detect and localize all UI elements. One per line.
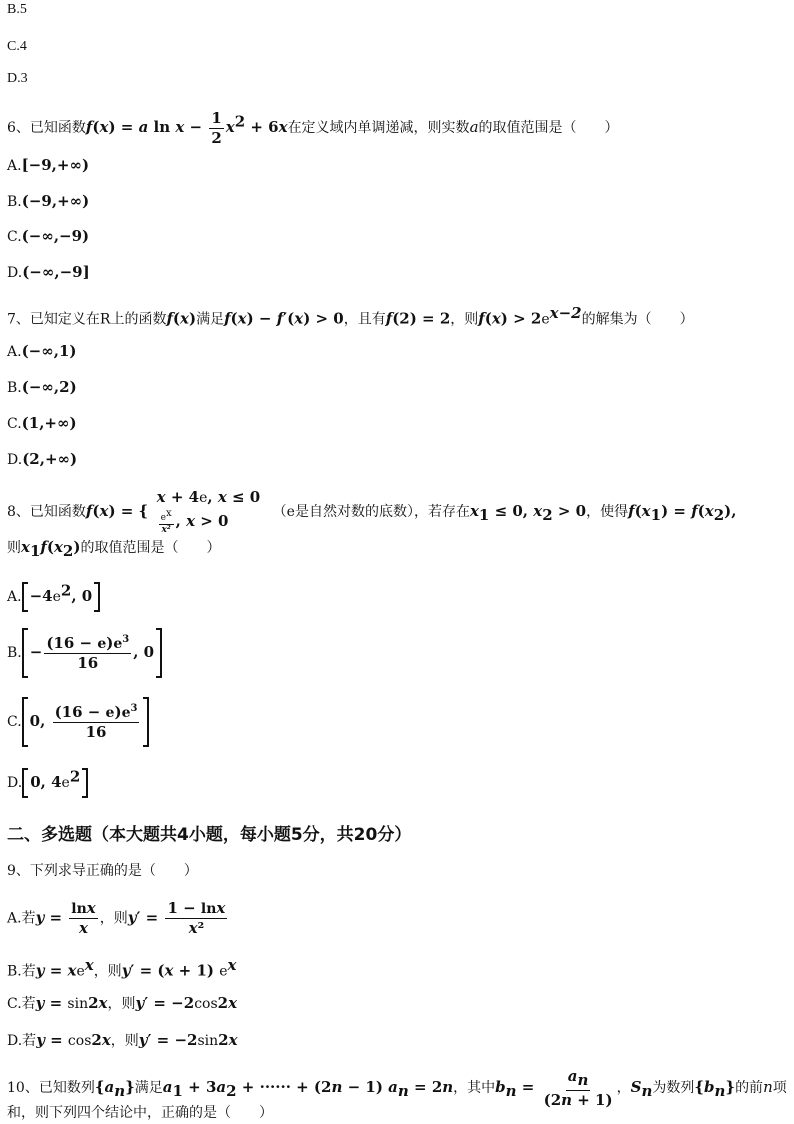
q8-option-a: A. $-4e^2$, 0: [7, 582, 100, 612]
question-6-stem: 6、已知函数f(x) = a ln x − $\frac{1}{2}$ $x^2 + 6x$在定义域内单调递减，则实数a的取值范围是（ ）: [7, 109, 619, 147]
q6-option-b: B.(−9,+∞): [7, 192, 90, 210]
q8-option-d: D. 0, $4e^2$: [7, 768, 88, 798]
option-c: C.4: [7, 39, 27, 54]
q9-option-b: B.若$y = xe^x$，则y′ = (x + 1) $e^x$: [7, 956, 237, 980]
q8-option-b: B. − $\frac{(16 - e)e^3}{16}$ , 0: [7, 628, 162, 678]
question-8-stem: 8、已知函数f(x) = { x + 4e, x ≤ 0 $\frac{e^x}{\text{x²}}$ , x > 0 （e是自然对数的底数），若存在$x_1 \le 0$, $x_2 > 0$，使得$f(x_1) = f(x_2)$,: [7, 488, 737, 536]
q6-option-a: A.[−9,+∞): [7, 156, 90, 174]
q9-option-d: D.若y = cos2x，则y′ = −2sin2x: [7, 1031, 238, 1049]
q6-option-d: D.(−∞,−9]: [7, 263, 90, 281]
option-d: D.3: [7, 71, 28, 86]
section-heading-multiple-choice: 二、多选题（本大题共4小题，每小题5分，共20分）: [7, 825, 412, 845]
q8-option-c: C. 0, $\frac{(16 - e)e^3}{16}$: [7, 697, 149, 747]
option-b: B.5: [7, 2, 27, 17]
question-8-stem-line2: 则$x_1f(x_2)$的取值范围是（ ）: [7, 538, 221, 560]
q6-option-c: C.(−∞,−9): [7, 227, 90, 245]
q9-option-c: C.若y = sin2x，则y′ = −2cos2x: [7, 994, 238, 1012]
question-10-stem: 10、已知数列$\{a_n\}$满足$a_1 + 3a_2$ + ······ + (2n − 1) $a_n = 2n$，其中$b_n$ = $\frac{a_n}{(2n + 1)}$ ，$S_n$为数列$\{b_n\}$的前n项: [7, 1067, 787, 1109]
q7-option-a: A.(−∞,1): [7, 342, 77, 360]
q7-option-c: C.(1,+∞): [7, 414, 77, 432]
q9-option-a: A.若y = $\frac{\ln x}{x}$ ，则y′ = $\frac{1 - \ln x}{\text{x²}}$: [7, 899, 226, 938]
q7-option-d: D.(2,+∞): [7, 450, 78, 468]
q7-option-b: B.(−∞,2): [7, 378, 77, 396]
question-10-stem-line2: 和，则下列四个结论中，正确的是（ ）: [7, 1105, 273, 1121]
question-9-stem: 9、下列求导正确的是（ ）: [7, 863, 198, 879]
question-7-stem: 7、已知定义在R上的函数f(x)满足f(x) − f′(x) > 0，且有f(2) = 2，则$f(x) > 2e^{x-2}$的解集为（ ）: [7, 304, 694, 328]
